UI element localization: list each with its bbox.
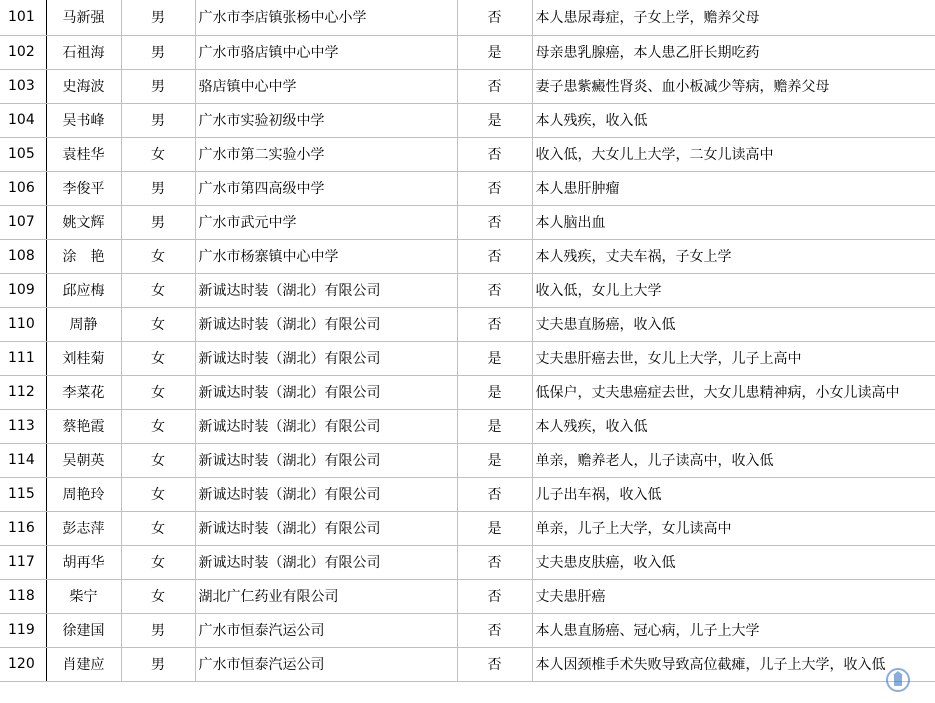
hardship-reason-cell: 本人患直肠癌、冠心病，儿子上大学 [532, 613, 935, 647]
status-flag-cell: 否 [457, 579, 532, 613]
person-name-cell: 李菜花 [46, 375, 121, 409]
row-number-cell: 117 [0, 545, 46, 579]
row-number-cell: 120 [0, 647, 46, 681]
table-row [0, 613, 935, 647]
person-name-cell: 马新强 [46, 0, 121, 35]
work-unit-cell: 新诚达时装（湖北）有限公司 [195, 307, 457, 341]
gender-cell: 男 [121, 647, 195, 681]
work-unit-cell: 新诚达时装（湖北）有限公司 [195, 511, 457, 545]
gender-cell: 男 [121, 205, 195, 239]
work-unit-cell: 广水市实验初级中学 [195, 103, 457, 137]
status-flag-cell: 否 [457, 171, 532, 205]
person-name-cell: 刘桂菊 [46, 341, 121, 375]
work-unit-cell: 新诚达时装（湖北）有限公司 [195, 341, 457, 375]
table-row [0, 307, 935, 341]
hardship-reason-cell: 丈夫患皮肤癌，收入低 [532, 545, 935, 579]
gender-cell: 女 [121, 409, 195, 443]
hardship-reason-cell: 收入低，女儿上大学 [532, 273, 935, 307]
hardship-reason-cell: 收入低，大女儿上大学，二女儿读高中 [532, 137, 935, 171]
status-flag-cell: 是 [457, 341, 532, 375]
table-row [0, 579, 935, 613]
work-unit-cell: 新诚达时装（湖北）有限公司 [195, 545, 457, 579]
table-row [0, 341, 935, 375]
row-number-cell: 116 [0, 511, 46, 545]
person-name-cell: 石祖海 [46, 35, 121, 69]
gender-cell: 男 [121, 69, 195, 103]
table-row [0, 239, 935, 273]
person-name-cell: 邱应梅 [46, 273, 121, 307]
person-name-cell: 涂 艳 [46, 239, 121, 273]
hardship-reason-cell: 单亲，儿子上大学，女儿读高中 [532, 511, 935, 545]
work-unit-cell: 新诚达时装（湖北）有限公司 [195, 375, 457, 409]
gender-cell: 女 [121, 137, 195, 171]
hardship-reason-cell: 儿子出车祸，收入低 [532, 477, 935, 511]
gender-cell: 男 [121, 0, 195, 35]
table-row [0, 511, 935, 545]
person-name-cell: 李俊平 [46, 171, 121, 205]
hardship-reason-cell: 妻子患紫癜性肾炎、血小板减少等病，赡养父母 [532, 69, 935, 103]
status-flag-cell: 否 [457, 613, 532, 647]
work-unit-cell: 湖北广仁药业有限公司 [195, 579, 457, 613]
status-flag-cell: 是 [457, 409, 532, 443]
work-unit-cell: 广水市李店镇张杨中心小学 [195, 0, 457, 35]
hardship-reason-cell: 本人残疾，收入低 [532, 103, 935, 137]
status-flag-cell: 是 [457, 511, 532, 545]
gender-cell: 女 [121, 477, 195, 511]
status-flag-cell: 否 [457, 273, 532, 307]
hardship-reason-cell: 本人残疾，丈夫车祸，子女上学 [532, 239, 935, 273]
row-number-cell: 115 [0, 477, 46, 511]
row-number-cell: 108 [0, 239, 46, 273]
table-row [0, 409, 935, 443]
work-unit-cell: 广水市骆店镇中心中学 [195, 35, 457, 69]
person-name-cell: 胡再华 [46, 545, 121, 579]
status-flag-cell: 否 [457, 477, 532, 511]
table-row [0, 273, 935, 307]
person-name-cell: 徐建国 [46, 613, 121, 647]
gender-cell: 男 [121, 613, 195, 647]
person-name-cell: 史海波 [46, 69, 121, 103]
row-number-cell: 110 [0, 307, 46, 341]
gender-cell: 女 [121, 341, 195, 375]
gender-cell: 女 [121, 273, 195, 307]
status-flag-cell: 否 [457, 69, 532, 103]
work-unit-cell: 广水市恒泰汽运公司 [195, 647, 457, 681]
person-name-cell: 彭志萍 [46, 511, 121, 545]
status-flag-cell: 否 [457, 307, 532, 341]
row-number-cell: 113 [0, 409, 46, 443]
work-unit-cell: 广水市恒泰汽运公司 [195, 613, 457, 647]
status-flag-cell: 否 [457, 647, 532, 681]
person-name-cell: 吴书峰 [46, 103, 121, 137]
person-name-cell: 蔡艳霞 [46, 409, 121, 443]
hardship-reason-cell: 本人脑出血 [532, 205, 935, 239]
gender-cell: 女 [121, 443, 195, 477]
person-name-cell: 周静 [46, 307, 121, 341]
status-flag-cell: 是 [457, 375, 532, 409]
table-row [0, 0, 935, 35]
hardship-reason-cell: 单亲，赡养老人，儿子读高中，收入低 [532, 443, 935, 477]
status-flag-cell: 是 [457, 35, 532, 69]
work-unit-cell: 新诚达时装（湖北）有限公司 [195, 477, 457, 511]
gender-cell: 男 [121, 103, 195, 137]
work-unit-cell: 新诚达时装（湖北）有限公司 [195, 443, 457, 477]
row-number-cell: 118 [0, 579, 46, 613]
status-flag-cell: 是 [457, 103, 532, 137]
work-unit-cell: 广水市第二实验小学 [195, 137, 457, 171]
hardship-reason-cell: 本人残疾，收入低 [532, 409, 935, 443]
row-number-cell: 107 [0, 205, 46, 239]
work-unit-cell: 骆店镇中心中学 [195, 69, 457, 103]
table-row [0, 35, 935, 69]
table-row [0, 103, 935, 137]
table-row [0, 375, 935, 409]
gender-cell: 男 [121, 35, 195, 69]
person-name-cell: 周艳玲 [46, 477, 121, 511]
gender-cell: 女 [121, 545, 195, 579]
row-number-cell: 112 [0, 375, 46, 409]
table-row [0, 69, 935, 103]
hardship-reason-cell: 本人患肝肿瘤 [532, 171, 935, 205]
status-flag-cell: 是 [457, 443, 532, 477]
person-name-cell: 吴朝英 [46, 443, 121, 477]
status-flag-cell: 否 [457, 205, 532, 239]
hardship-reason-cell: 丈夫患直肠癌，收入低 [532, 307, 935, 341]
table-row [0, 647, 935, 681]
work-unit-cell: 广水市杨寨镇中心中学 [195, 239, 457, 273]
row-number-cell: 101 [0, 0, 46, 35]
gender-cell: 女 [121, 307, 195, 341]
row-number-cell: 104 [0, 103, 46, 137]
work-unit-cell: 新诚达时装（湖北）有限公司 [195, 409, 457, 443]
table-row [0, 137, 935, 171]
person-name-cell: 袁桂华 [46, 137, 121, 171]
gender-cell: 男 [121, 171, 195, 205]
gender-cell: 女 [121, 239, 195, 273]
hardship-reason-cell: 母亲患乳腺癌，本人患乙肝长期吃药 [532, 35, 935, 69]
row-number-cell: 119 [0, 613, 46, 647]
person-name-cell: 柴宁 [46, 579, 121, 613]
gender-cell: 女 [121, 579, 195, 613]
work-unit-cell: 广水市第四高级中学 [195, 171, 457, 205]
gender-cell: 女 [121, 511, 195, 545]
work-unit-cell: 新诚达时装（湖北）有限公司 [195, 273, 457, 307]
hardship-reason-cell: 低保户，丈夫患癌症去世，大女儿患精神病，小女儿读高中 [532, 375, 935, 409]
hardship-reason-cell: 丈夫患肝癌 [532, 579, 935, 613]
work-unit-cell: 广水市武元中学 [195, 205, 457, 239]
hardship-reason-cell: 本人患尿毒症，子女上学，赡养父母 [532, 0, 935, 35]
table-row [0, 477, 935, 511]
table-row [0, 205, 935, 239]
row-number-cell: 105 [0, 137, 46, 171]
row-number-cell: 103 [0, 69, 46, 103]
gender-cell: 女 [121, 375, 195, 409]
row-number-cell: 111 [0, 341, 46, 375]
status-flag-cell: 否 [457, 137, 532, 171]
status-flag-cell: 否 [457, 239, 532, 273]
hardship-reason-cell: 本人因颈椎手术失败导致高位截瘫，儿子上大学，收入低 [532, 647, 935, 681]
table-row [0, 443, 935, 477]
person-name-cell: 姚文辉 [46, 205, 121, 239]
person-name-cell: 肖建应 [46, 647, 121, 681]
hardship-reason-cell: 丈夫患肝癌去世，女儿上大学，儿子上高中 [532, 341, 935, 375]
row-number-cell: 114 [0, 443, 46, 477]
row-number-cell: 102 [0, 35, 46, 69]
table-row [0, 171, 935, 205]
status-flag-cell: 否 [457, 545, 532, 579]
table-row [0, 545, 935, 579]
status-flag-cell: 否 [457, 0, 532, 35]
row-number-cell: 109 [0, 273, 46, 307]
row-number-cell: 106 [0, 171, 46, 205]
